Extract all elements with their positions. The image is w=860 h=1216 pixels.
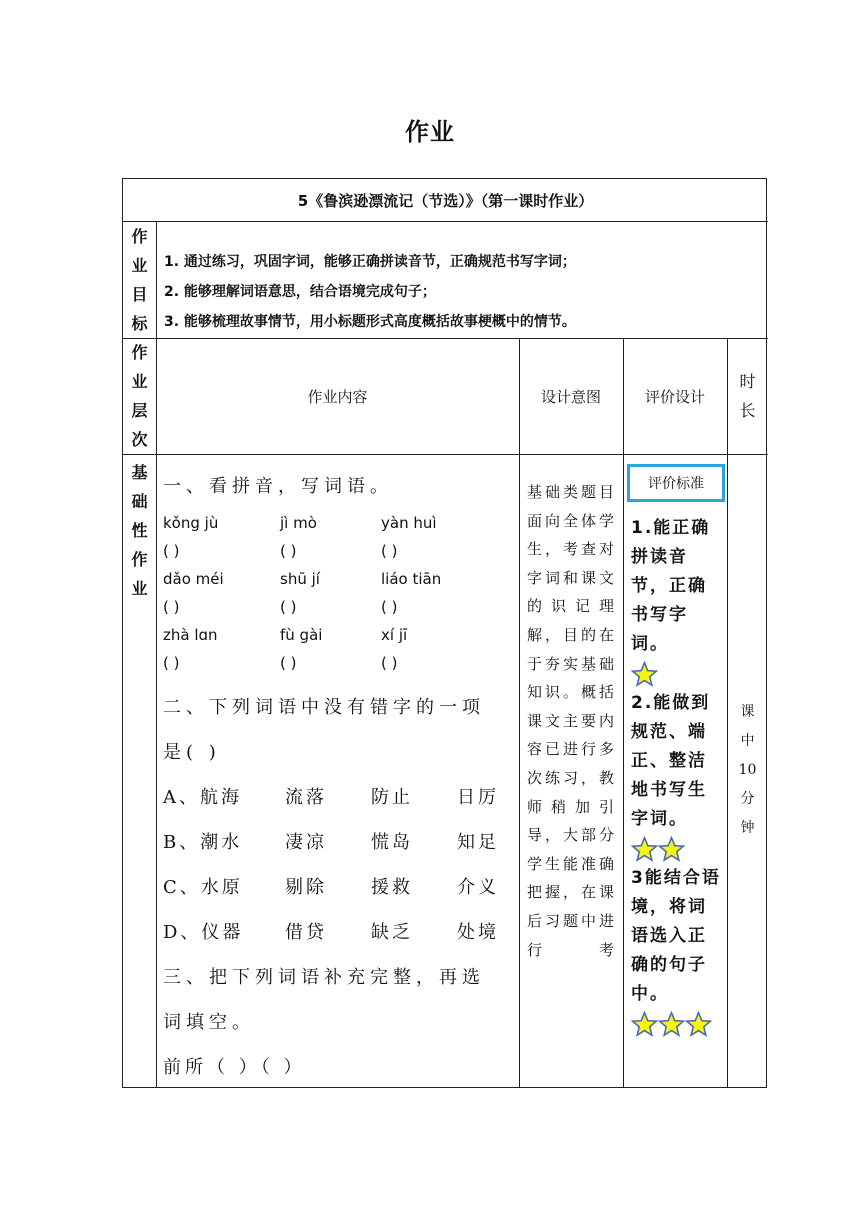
choice-option-a: A、航海 流落 防止 日厉: [163, 787, 499, 808]
pinyin-row: kǒng jù jì mò yàn huì: [163, 514, 437, 532]
evaluation-cell: [623, 454, 727, 1087]
homework-content: [156, 454, 519, 1087]
duration-text: 钟: [740, 820, 755, 836]
pinyin-row: zhà lɑn fù gài xí jī: [163, 626, 408, 644]
question-2-heading: 二、下列词语中没有错字的一项: [163, 697, 485, 718]
fill-blank-line: 前所（ ）（ ）: [163, 1057, 306, 1078]
goal-item: 3. 能够梳理故事情节，用小标题形式高度概括故事梗概中的情节。: [164, 314, 576, 330]
star-icon: [631, 836, 658, 863]
duration-text: 分: [740, 791, 755, 807]
answer-blank-row: ( ) ( ) ( ): [163, 598, 398, 616]
star-icon: [658, 836, 685, 863]
evaluation-item-1: 1.能正确拼读音节，正确书写字词。: [631, 518, 711, 654]
goals-label: 作 业 目 标: [131, 226, 148, 333]
design-intent-text: 基础类题目面向全体学生，考查对字词和课文的识记理解，目的在于夯实基础知识。概括课文主要内容已进行多次练习，教师稍加引导，大部分学生能准确把握，在课后习题中进行考: [527, 483, 618, 959]
star-icon: [658, 1011, 685, 1038]
question-2-heading-cont: 是( ): [163, 742, 221, 763]
choice-option-b: B、潮水 凄凉 慌岛 知足: [163, 832, 499, 853]
star-rating-3: [631, 1009, 721, 1039]
question-3-heading: 三、把下列词语补充完整，再选: [163, 967, 485, 988]
star-icon: [631, 661, 658, 688]
homework-table: [122, 178, 767, 1088]
star-rating-2: [631, 834, 721, 864]
choice-option-d: D、仪器 借贷 缺乏 处境: [163, 922, 499, 943]
row-level-label: 基 础 性 作 业: [131, 463, 148, 598]
evaluation-item-2: 2.能做到规范、端正、整洁地书写生字词。: [631, 693, 711, 829]
column-header-evaluation: 评价设计: [644, 387, 705, 406]
evaluation-item-3: 3能结合语境，将词语选入正确的句子中。: [631, 868, 721, 1004]
level-label: 作 业 层 次: [131, 343, 148, 449]
star-icon: [631, 1011, 658, 1038]
duration-text: 中: [740, 733, 755, 749]
pinyin-row: dǎo méi shū jí liáo tiān: [163, 570, 442, 588]
duration-cell: [727, 454, 768, 1087]
goal-list: [156, 221, 768, 338]
star-rating-1: [631, 659, 721, 689]
choice-option-c: C、水原 剔除 援救 介义: [163, 877, 499, 898]
star-icon: [685, 1011, 712, 1038]
column-header-content: 作业内容: [307, 387, 368, 406]
answer-blank-row: ( ) ( ) ( ): [163, 654, 398, 672]
goal-item: 2. 能够理解词语意思，结合语境完成句子；: [164, 284, 436, 300]
goal-item: 1. 通过练习，巩固字词，能够正确拼读音节，正确规范书写字词；: [164, 254, 576, 270]
question-3-heading-cont: 词填空。: [163, 1012, 255, 1033]
page-title: 作业: [405, 118, 455, 146]
lesson-header: 5《鲁滨逊漂流记（节选）》（第一课时作业）: [297, 191, 594, 210]
column-header-intent: 设计意图: [540, 387, 601, 406]
question-1-heading: 一、看拼音，写词语。: [163, 476, 393, 497]
answer-blank-row: ( ) ( ) ( ): [163, 542, 398, 560]
evaluation-standard-badge: 评价标准: [627, 464, 725, 502]
evaluation-list: [631, 514, 721, 1039]
duration-text: 课: [740, 704, 755, 720]
duration-text: 10: [738, 762, 757, 778]
column-header-duration: 时 长: [739, 372, 756, 420]
